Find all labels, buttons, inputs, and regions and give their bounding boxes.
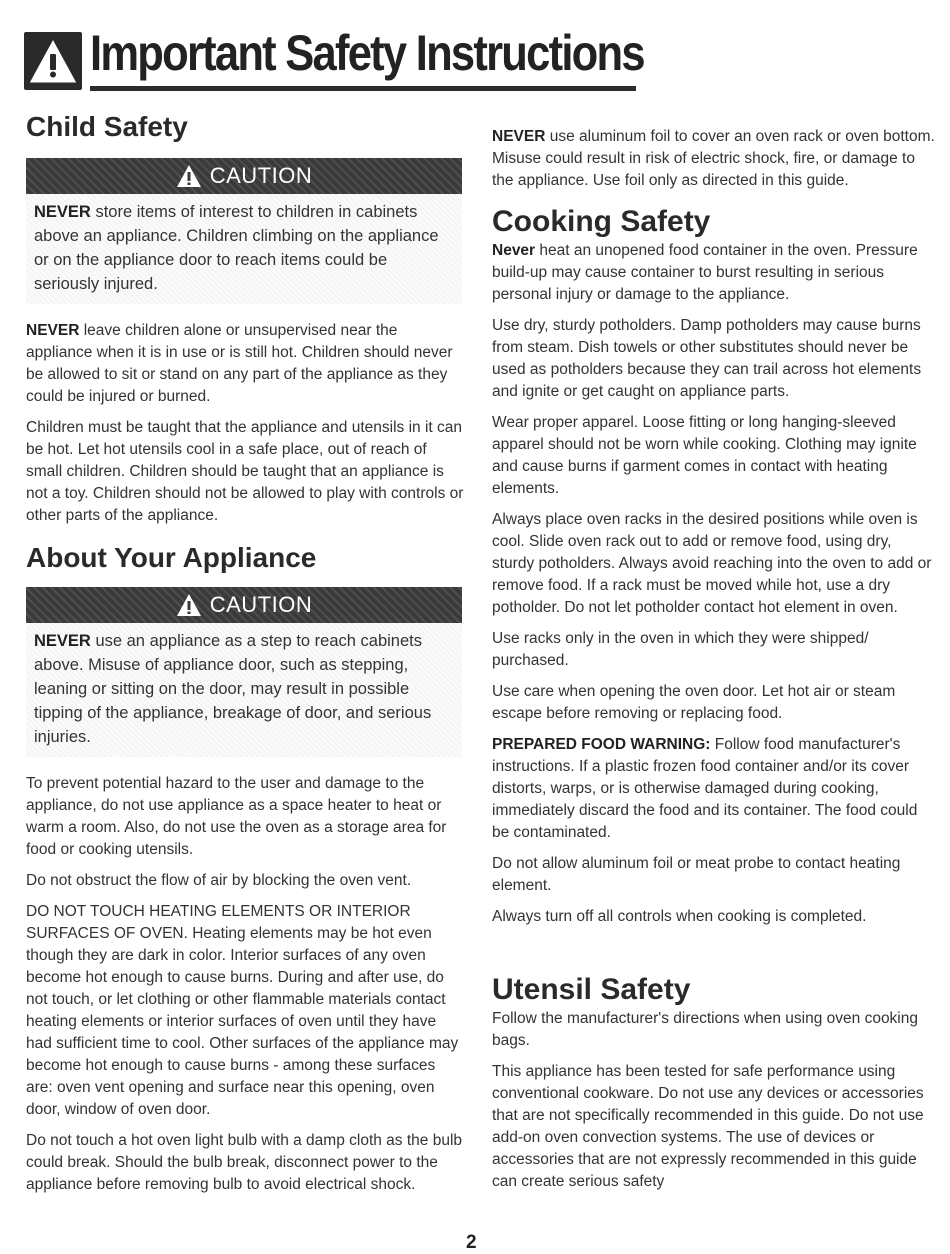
page-header [24, 18, 644, 94]
caution-text: NEVER use an appliance as a step to reach cabinets above. Misuse of appliance door, such as stepping, leaning or sitting on the door, may result in possible tipping of the appliance, breakage of door, and serious injuries. [26, 623, 462, 757]
right-column [492, 126, 936, 1202]
never-emphasis: NEVER [34, 632, 91, 650]
child-safety-paragraph-1: NEVER leave children alone or unsupervised near the appliance when it is in use or is still hot. Children should never be allowed to sit or stand on any part of the appliance as they could be injured or burned. [26, 322, 453, 405]
caution-triangle-icon [176, 593, 202, 617]
about-paragraph-4: Do not touch a hot oven light bulb with a damp cloth as the bulb could break. Should the bulb break, disconnect power to the appliance before removing bulb to avoid electrical shock. [26, 1132, 463, 1193]
foil-paragraph: NEVER use aluminum foil to cover an oven rack or oven bottom. Misuse could result in risk of electric shock, fire, or damage to the appliance. Use foil only as directed in this guide. [492, 128, 935, 189]
cooking-safety-heading: Cooking Safety [492, 205, 711, 238]
left-column [26, 110, 466, 1205]
about-paragraph-2: Do not obstruct the flow of air by blocking the oven vent. [26, 872, 412, 889]
cooking-paragraph-1: Never heat an unopened food container in the oven. Pressure build-up may cause container to burst resulting in serious personal injury or damage to the appliance. [492, 242, 918, 303]
cooking-paragraph-2: Use dry, sturdy potholders. Damp potholders may cause burns from steam. Dish towels or other substitutes should never be used as potholders because they can trail across hot elements and ignite or get caught on appliance parts. [492, 317, 922, 400]
cooking-paragraph-6: Use care when opening the oven door. Let hot air or steam escape before removing or replacing food. [492, 683, 896, 722]
utensil-paragraph-1: Follow the manufacturer's directions when using oven cooking bags. [492, 1010, 918, 1049]
utensil-paragraph-2: This appliance has been tested for safe performance using conventional cookware. Do not use any devices or accessories that are not specifically recommended in this guide. Do not use add-on oven convection systems. The use of devices or accessories that are not expressly recommended in this guide can create serious safety [492, 1063, 924, 1190]
about-appliance-caution-box [26, 587, 462, 757]
warning-triangle-icon [24, 32, 82, 90]
page-number: 2 [466, 1232, 477, 1253]
child-safety-caution-box [26, 158, 462, 304]
about-paragraph-1: To prevent potential hazard to the user and damage to the appliance, do not use appliance as a space heater to heat or warm a room. Also, do not use the oven as a storage area for food or cooking utensils. [26, 775, 447, 858]
child-safety-paragraph-2: Children must be taught that the appliance and utensils in it can be hot. Let hot utensils cool in a safe place, out of reach of small children. Children should be taught that an appliance is not a toy. Children should not be allowed to play with controls or other parts of the appliance. [26, 419, 464, 524]
caution-banner [26, 587, 462, 623]
cooking-paragraph-5: Use racks only in the oven in which they were shipped/ purchased. [492, 630, 869, 669]
caution-label: CAUTION [209, 592, 313, 617]
prepared-food-warning: PREPARED FOOD WARNING: Follow food manufacturer's instructions. If a plastic frozen food container and/or its cover distorts, warps, or is otherwise damaged during cooking, immediately discard the food and its container. The food could be contaminated. [492, 736, 918, 841]
never-emphasis: Never [492, 242, 536, 259]
about-appliance-heading: About Your Appliance [26, 542, 317, 573]
never-emphasis: NEVER [34, 203, 91, 221]
cooking-paragraph-8: Do not allow aluminum foil or meat probe to contact heating element. [492, 855, 901, 894]
caution-text: NEVER store items of interest to children in cabinets above an appliance. Children climbing on the appliance or on the appliance door to reach items could be seriously injured. [26, 194, 462, 304]
utensil-safety-heading: Utensil Safety [492, 973, 691, 1006]
warning-emphasis: PREPARED FOOD WARNING: [492, 736, 711, 753]
caution-banner [26, 158, 462, 194]
never-emphasis: NEVER [26, 322, 80, 339]
child-safety-heading: Child Safety [26, 111, 188, 142]
page-title: Important Safety Instructions [90, 25, 644, 81]
cooking-paragraph-9: Always turn off all controls when cooking is completed. [492, 908, 867, 925]
never-emphasis: NEVER [492, 128, 546, 145]
cooking-paragraph-4: Always place oven racks in the desired positions while oven is cool. Slide oven rack out to add or remove food, using dry, sturdy potholders. Always avoid reaching into the oven to add or remove food. If a rack must be moved while hot, use a dry potholder. Do not let potholder contact hot element in oven. [492, 511, 932, 616]
caution-triangle-icon [176, 164, 202, 188]
about-paragraph-3: DO NOT TOUCH HEATING ELEMENTS OR INTERIOR SURFACES OF OVEN. Heating elements may be hot even though they are dark in color. Interior surfaces of any oven become hot enough to cause burns. During and after use, do not touch, or let clothing or other flammable materials contact heating elements or interior surfaces of oven until they have had sufficient time to cool. Other surfaces of the appliance may become hot enough to cause burns - among these surfaces are: oven vent opening and surface near this opening, oven door, window of oven door. [26, 903, 459, 1118]
caution-label: CAUTION [209, 163, 313, 188]
title-underline [90, 86, 636, 91]
cooking-paragraph-3: Wear proper apparel. Loose fitting or long hanging-sleeved apparel should not be worn while cooking. Clothing may ignite and cause burns if garment comes in contact with heating elements. [492, 414, 917, 497]
